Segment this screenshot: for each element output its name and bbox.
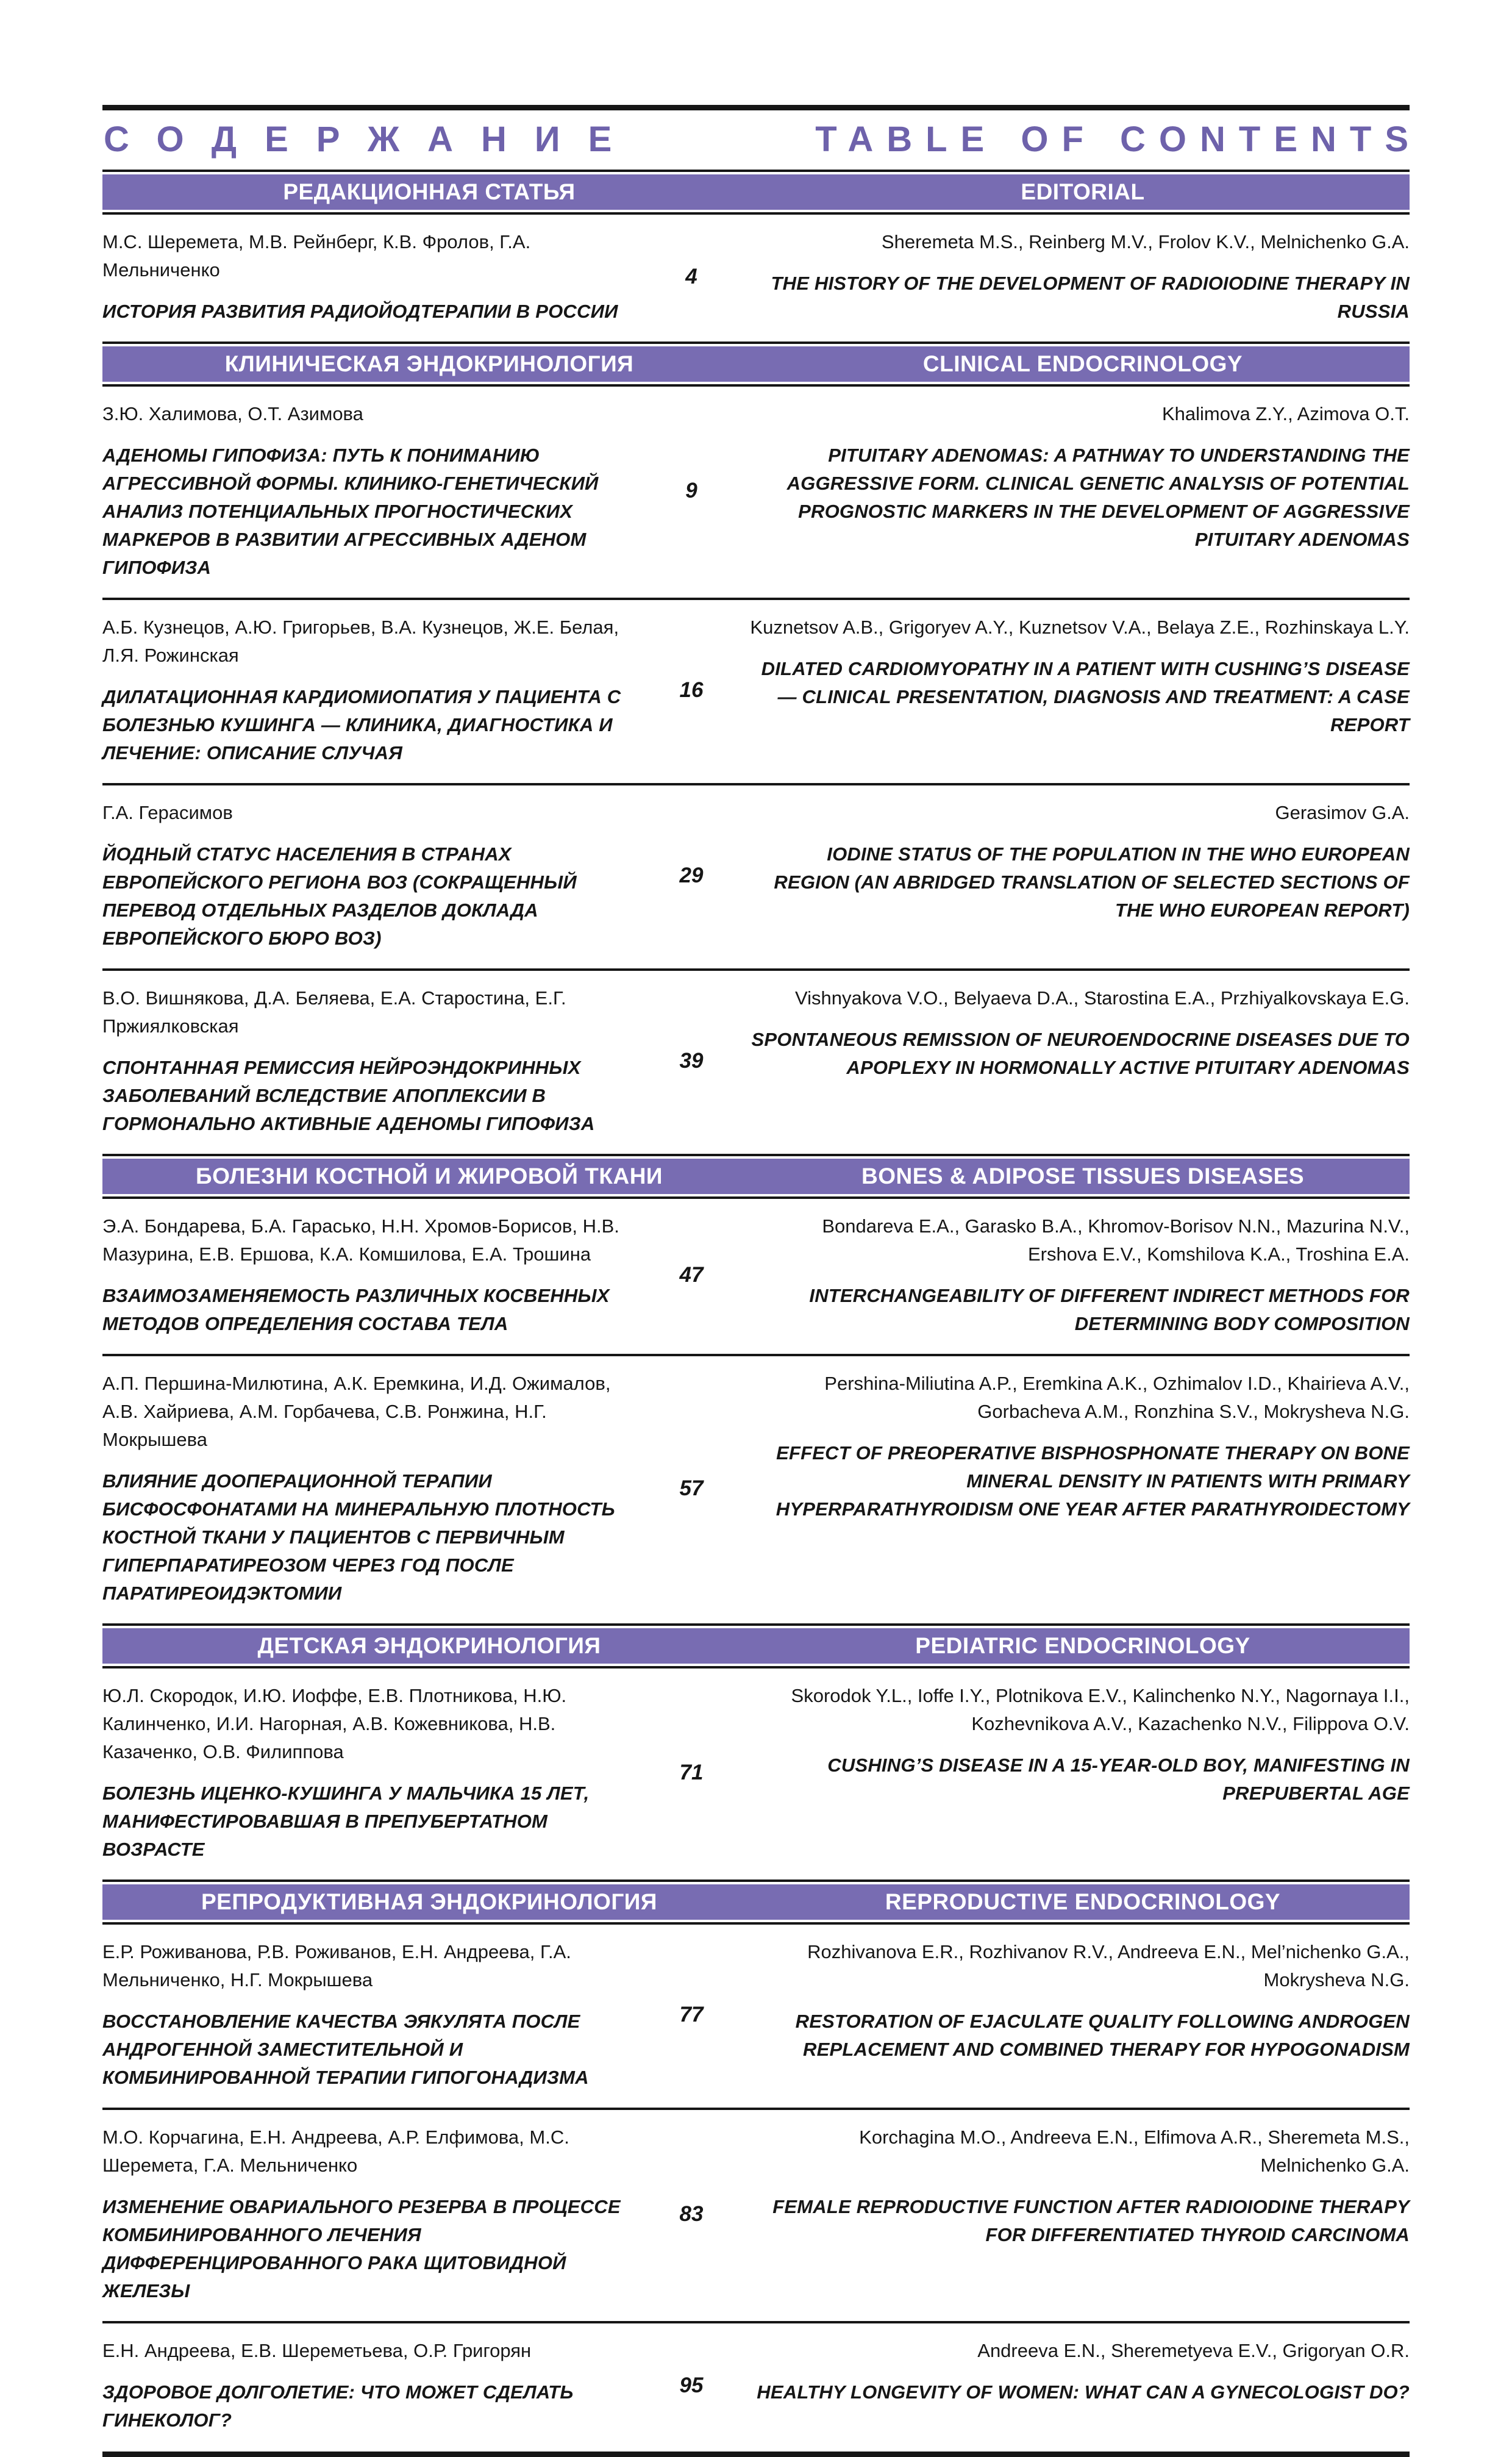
entry-english-cell — [744, 400, 1410, 554]
entry-authors-en: Skorodok Y.L., Ioffe I.Y., Plotnikova E.V., Kalinchenko N.Y., Nagornaya I.I., Kozhevnikova A.V., Kazachenko N.V., Filippova O.V. — [791, 1685, 1410, 1734]
section-header-bar — [102, 1154, 1410, 1199]
entry-english-cell — [744, 228, 1410, 326]
entry-page-number: 71 — [679, 1761, 704, 1784]
section-label-en: PEDIATRIC ENDOCRINOLOGY — [915, 1633, 1250, 1658]
entry-russian-cell — [102, 228, 639, 326]
entry-english-cell — [744, 1682, 1410, 1808]
page-header — [102, 110, 1422, 170]
entry-title-en: PITUITARY ADENOMAS: A PATHWAY TO UNDERSTANDING THE AGGRESSIVE FORM. CLINICAL GENETIC ANALYSIS OF POTENTIAL PROGNOSTIC MARKERS IN THE DEVELOPMENT OF AGGRESSIVE PITUITARY ADENOMAS — [786, 445, 1410, 550]
entry-authors-en: Kuznetsov A.B., Grigoryev A.Y., Kuznetsov V.A., Belaya Z.E., Rozhinskaya L.Y. — [750, 617, 1410, 638]
entry-russian-cell — [102, 2123, 639, 2305]
top-rule — [102, 105, 1410, 110]
entry-page-number: 29 — [679, 864, 704, 887]
section-label-ru: БОЛЕЗНИ КОСТНОЙ И ЖИРОВОЙ ТКАНИ — [195, 1164, 663, 1189]
section-header-bar — [102, 170, 1410, 215]
entry-russian-cell — [102, 984, 639, 1138]
entry-english-cell — [744, 1370, 1410, 1523]
entry-english-cell — [744, 1938, 1410, 2064]
entry-title-en: CUSHING’S DISEASE IN A 15-YEAR-OLD BOY, MANIFESTING IN PREPUBERTAL AGE — [827, 1754, 1410, 1804]
entry-authors-en: Gerasimov G.A. — [1275, 802, 1410, 823]
entry-authors-ru: Е.Р. Роживанова, Р.В. Роживанов, Е.Н. Андреева, Г.А. Мельниченко, Н.Г. Мокрышева — [102, 1941, 571, 1990]
entry-title-en: FEMALE REPRODUCTIVE FUNCTION AFTER RADIOIODINE THERAPY FOR DIFFERENTIATED THYROID CARCINOMA — [772, 2196, 1410, 2245]
entry-page-number: 57 — [679, 1476, 704, 1500]
toc-section — [102, 1154, 1410, 1623]
toc-entry — [102, 1668, 1410, 1879]
toc-entry — [102, 2321, 1410, 2450]
entry-title-ru: ЗДОРОВОЕ ДОЛГОЛЕТИЕ: ЧТО МОЖЕТ СДЕЛАТЬ ГИНЕКОЛОГ? — [102, 2381, 574, 2431]
section-label-en: REPRODUCTIVE ENDOCRINOLOGY — [885, 1889, 1281, 1914]
toc-entry — [102, 215, 1410, 342]
entry-title-en: IODINE STATUS OF THE POPULATION IN THE WHO EUROPEAN REGION (AN ABRIDGED TRANSLATION OF SELECTED SECTIONS OF THE WHO EUROPEAN REPORT) — [774, 843, 1410, 921]
entry-authors-ru: З.Ю. Халимова, О.Т. Азимова — [102, 403, 363, 424]
toc-section — [102, 342, 1410, 1154]
toc-entry — [102, 783, 1410, 968]
section-label-en: CLINICAL ENDOCRINOLOGY — [922, 351, 1243, 376]
entry-page-number: 77 — [679, 2003, 704, 2026]
section-bar — [102, 1628, 1410, 1664]
entry-english-cell — [744, 2337, 1410, 2406]
entry-title-en: EFFECT OF PREOPERATIVE BISPHOSPHONATE THERAPY ON BONE MINERAL DENSITY IN PATIENTS WITH PRIMARY HYPERPARATHYROIDISM ONE YEAR AFTER PARATHYROIDECTOMY — [776, 1442, 1410, 1520]
toc-entry — [102, 387, 1410, 598]
section-label-en: EDITORIAL — [1021, 179, 1145, 204]
page-title-russian: СОДЕРЖАНИЕ — [104, 120, 640, 159]
entry-russian-cell — [102, 2337, 639, 2434]
toc-section — [102, 1623, 1410, 1879]
page-title-english: TABLE OF CONTENTS — [815, 120, 1422, 159]
entry-page-number: 9 — [685, 479, 697, 502]
section-label-ru: ДЕТСКАЯ ЭНДОКРИНОЛОГИЯ — [257, 1633, 601, 1658]
entry-english-cell — [744, 984, 1410, 1082]
toc-entry — [102, 1925, 1410, 2108]
toc-section — [102, 1879, 1410, 2450]
section-header-bar — [102, 342, 1410, 387]
entry-title-ru: ВОССТАНОВЛЕНИЕ КАЧЕСТВА ЭЯКУЛЯТА ПОСЛЕ АНДРОГЕННОЙ ЗАМЕСТИТЕЛЬНОЙ И КОМБИНИРОВАННОЙ ТЕРАПИИ ГИПОГОНАДИЗМА — [102, 2011, 589, 2088]
entry-page-number: 83 — [679, 2202, 704, 2226]
entry-title-ru: ДИЛАТАЦИОННАЯ КАРДИОМИОПАТИЯ У ПАЦИЕНТА С БОЛЕЗНЬЮ КУШИНГА — КЛИНИКА, ДИАГНОСТИКА И ЛЕЧЕНИЕ: ОПИСАНИЕ СЛУЧАЯ — [102, 686, 621, 764]
entry-russian-cell — [102, 1370, 639, 1608]
entry-title-en: SPONTANEOUS REMISSION OF NEUROENDOCRINE DISEASES DUE TO APOPLEXY IN HORMONALLY ACTIVE PITUITARY ADENOMAS — [751, 1029, 1410, 1078]
entry-english-cell — [744, 613, 1410, 739]
bottom-rule — [102, 2452, 1410, 2457]
toc-entry — [102, 1199, 1410, 1354]
entry-title-en: RESTORATION OF EJACULATE QUALITY FOLLOWING ANDROGEN REPLACEMENT AND COMBINED THERAPY FOR HYPOGONADISM — [795, 2011, 1410, 2060]
entry-authors-ru: Г.А. Герасимов — [102, 802, 233, 823]
entry-authors-en: Vishnyakova V.O., Belyaeva D.A., Starostina E.A., Przhiyalkovskaya E.G. — [795, 987, 1410, 1009]
entry-title-en: INTERCHANGEABILITY OF DIFFERENT INDIRECT METHODS FOR DETERMINING BODY COMPOSITION — [809, 1285, 1410, 1334]
entry-title-ru: АДЕНОМЫ ГИПОФИЗА: ПУТЬ К ПОНИМАНИЮ АГРЕССИВНОЙ ФОРМЫ. КЛИНИКО-ГЕНЕТИЧЕСКИЙ АНАЛИЗ ПОТЕНЦИАЛЬНЫХ ПРОГНОСТИЧЕСКИХ МАРКЕРОВ В РАЗВИТИИ АГРЕССИВНЫХ АДЕНОМ ГИПОФИЗА — [102, 445, 599, 578]
entry-title-ru: ИСТОРИЯ РАЗВИТИЯ РАДИОЙОДТЕРАПИИ В РОССИИ — [102, 301, 618, 322]
entry-authors-ru: М.С. Шеремета, М.В. Рейнберг, К.В. Фролов, Г.А. Мельниченко — [102, 231, 531, 281]
entry-russian-cell — [102, 613, 639, 767]
entry-russian-cell — [102, 1682, 639, 1864]
entry-title-ru: ИЗМЕНЕНИЕ ОВАРИАЛЬНОГО РЕЗЕРВА В ПРОЦЕССЕ КОМБИНИРОВАННОГО ЛЕЧЕНИЯ ДИФФЕРЕНЦИРОВАННОГО РАКА ЩИТОВИДНОЙ ЖЕЛЕЗЫ — [102, 2196, 621, 2301]
entry-authors-ru: Ю.Л. Скородок, И.Ю. Иоффе, Е.В. Плотникова, Н.Ю. Калинченко, И.И. Нагорная, А.В. Кожевникова, Н.В. Казаченко, О.В. Филиппова — [102, 1685, 567, 1762]
entry-page-number: 47 — [679, 1263, 704, 1287]
entry-authors-en: Rozhivanova E.R., Rozhivanov R.V., Andreeva E.N., Mel’nichenko G.A., Mokrysheva N.G. — [807, 1941, 1410, 1990]
section-header-bar — [102, 1623, 1410, 1668]
entry-title-en: THE HISTORY OF THE DEVELOPMENT OF RADIOIODINE THERAPY IN RUSSIA — [771, 273, 1410, 322]
entry-russian-cell — [102, 799, 639, 953]
section-bar — [102, 346, 1410, 382]
section-label-en: BONES & ADIPOSE TISSUES DISEASES — [861, 1164, 1304, 1189]
toc-section — [102, 170, 1410, 342]
entry-title-ru: ЙОДНЫЙ СТАТУС НАСЕЛЕНИЯ В СТРАНАХ ЕВРОПЕЙСКОГО РЕГИОНА ВОЗ (СОКРАЩЕННЫЙ ПЕРЕВОД ОТДЕЛЬНЫХ РАЗДЕЛОВ ДОКЛАДА ЕВРОПЕЙСКОГО БЮРО ВОЗ) — [102, 843, 577, 949]
toc-entry — [102, 1354, 1410, 1623]
entry-authors-ru: Э.А. Бондарева, Б.А. Гарасько, Н.Н. Хромов-Борисов, Н.В. Мазурина, Е.В. Ершова, К.А. Комшилова, Е.А. Трошина — [102, 1215, 619, 1265]
entry-title-ru: ВЗАИМОЗАМЕНЯЕМОСТЬ РАЗЛИЧНЫХ КОСВЕННЫХ МЕТОДОВ ОПРЕДЕЛЕНИЯ СОСТАВА ТЕЛА — [102, 1285, 610, 1334]
entry-english-cell — [744, 2123, 1410, 2249]
toc-entry — [102, 598, 1410, 783]
section-bar — [102, 1884, 1410, 1920]
entry-authors-ru: М.О. Корчагина, Е.Н. Андреева, А.Р. Елфимова, М.С. Шеремета, Г.А. Мельниченко — [102, 2126, 569, 2176]
entry-authors-en: Khalimova Z.Y., Azimova O.T. — [1161, 403, 1410, 424]
entry-russian-cell — [102, 1212, 639, 1338]
entry-russian-cell — [102, 1938, 639, 2092]
toc-sections — [102, 170, 1410, 2450]
entry-authors-ru: А.Б. Кузнецов, А.Ю. Григорьев, В.А. Кузнецов, Ж.Е. Белая, Л.Я. Рожинская — [102, 617, 619, 666]
entry-authors-ru: А.П. Першина-Милютина, А.К. Еремкина, И.Д. Ожималов, А.В. Хайриева, А.М. Горбачева, С.В. Ронжина, Н.Г. Мокрышева — [102, 1373, 611, 1450]
entry-authors-en: Bondareva E.A., Garasko B.A., Khromov-Borisov N.N., Mazurina N.V., Ershova E.V., Komshilova K.A., Troshina E.A. — [822, 1215, 1410, 1265]
entry-page-number: 95 — [679, 2373, 704, 2397]
toc-entry — [102, 2108, 1410, 2321]
entry-english-cell — [744, 799, 1410, 925]
section-label-ru: РЕДАКЦИОННАЯ СТАТЬЯ — [283, 179, 576, 204]
entry-title-ru: ВЛИЯНИЕ ДООПЕРАЦИОННОЙ ТЕРАПИИ БИСФОСФОНАТАМИ НА МИНЕРАЛЬНУЮ ПЛОТНОСТЬ КОСТНОЙ ТКАНИ У ПАЦИЕНТОВ С ПЕРВИЧНЫМ ГИПЕРПАРАТИРЕОЗОМ ЧЕРЕЗ ГОД ПОСЛЕ ПАРАТИРЕОИДЭКТОМИИ — [102, 1470, 615, 1604]
entry-page-number: 16 — [679, 678, 704, 702]
entry-english-cell — [744, 1212, 1410, 1338]
entry-page-number: 4 — [685, 265, 697, 288]
entry-authors-en: Andreeva E.N., Sheremetyeva E.V., Grigoryan O.R. — [977, 2340, 1410, 2361]
section-bar — [102, 1159, 1410, 1194]
entry-title-en: DILATED CARDIOMYOPATHY IN A PATIENT WITH CUSHING’S DISEASE — CLINICAL PRESENTATION, DIAGNOSIS AND TREATMENT: A CASE REPORT — [761, 658, 1410, 735]
section-label-ru: КЛИНИЧЕСКАЯ ЭНДОКРИНОЛОГИЯ — [224, 351, 634, 376]
entry-authors-en: Korchagina M.O., Andreeva E.N., Elfimova A.R., Sheremeta M.S., Melnichenko G.A. — [859, 2126, 1410, 2176]
section-label-ru: РЕПРОДУКТИВНАЯ ЭНДОКРИНОЛОГИЯ — [201, 1889, 657, 1914]
entry-russian-cell — [102, 400, 639, 582]
entry-page-number: 39 — [679, 1049, 704, 1073]
section-bar — [102, 174, 1410, 210]
entry-title-ru: БОЛЕЗНЬ ИЦЕНКО-КУШИНГА У МАЛЬЧИКА 15 ЛЕТ, МАНИФЕСТИРОВАВШАЯ В ПРЕПУБЕРТАТНОМ ВОЗРАСТЕ — [102, 1783, 590, 1860]
section-header-bar — [102, 1879, 1410, 1925]
entry-title-en: HEALTHY LONGEVITY OF WOMEN: WHAT CAN A GYNECOLOGIST DO? — [757, 2381, 1410, 2403]
entry-authors-en: Sheremeta M.S., Reinberg M.V., Frolov K.V., Melnichenko G.A. — [881, 231, 1410, 252]
entry-authors-en: Pershina-Miliutina A.P., Eremkina A.K., Ozhimalov I.D., Khairieva A.V., Gorbacheva A.M., Ronzhina S.V., Mokrysheva N.G. — [824, 1373, 1410, 1422]
entry-authors-ru: Е.Н. Андреева, Е.В. Шереметьева, О.Р. Григорян — [102, 2340, 532, 2361]
entry-authors-ru: В.О. Вишнякова, Д.А. Беляева, Е.А. Старостина, Е.Г. Пржиялковская — [102, 987, 566, 1037]
entry-title-ru: СПОНТАННАЯ РЕМИССИЯ НЕЙРОЭНДОКРИННЫХ ЗАБОЛЕВАНИЙ ВСЛЕДСТВИЕ АПОПЛЕКСИИ В ГОРМОНАЛЬНО АКТИВНЫЕ АДЕНОМЫ ГИПОФИЗА — [102, 1057, 595, 1134]
toc-entry — [102, 968, 1410, 1154]
